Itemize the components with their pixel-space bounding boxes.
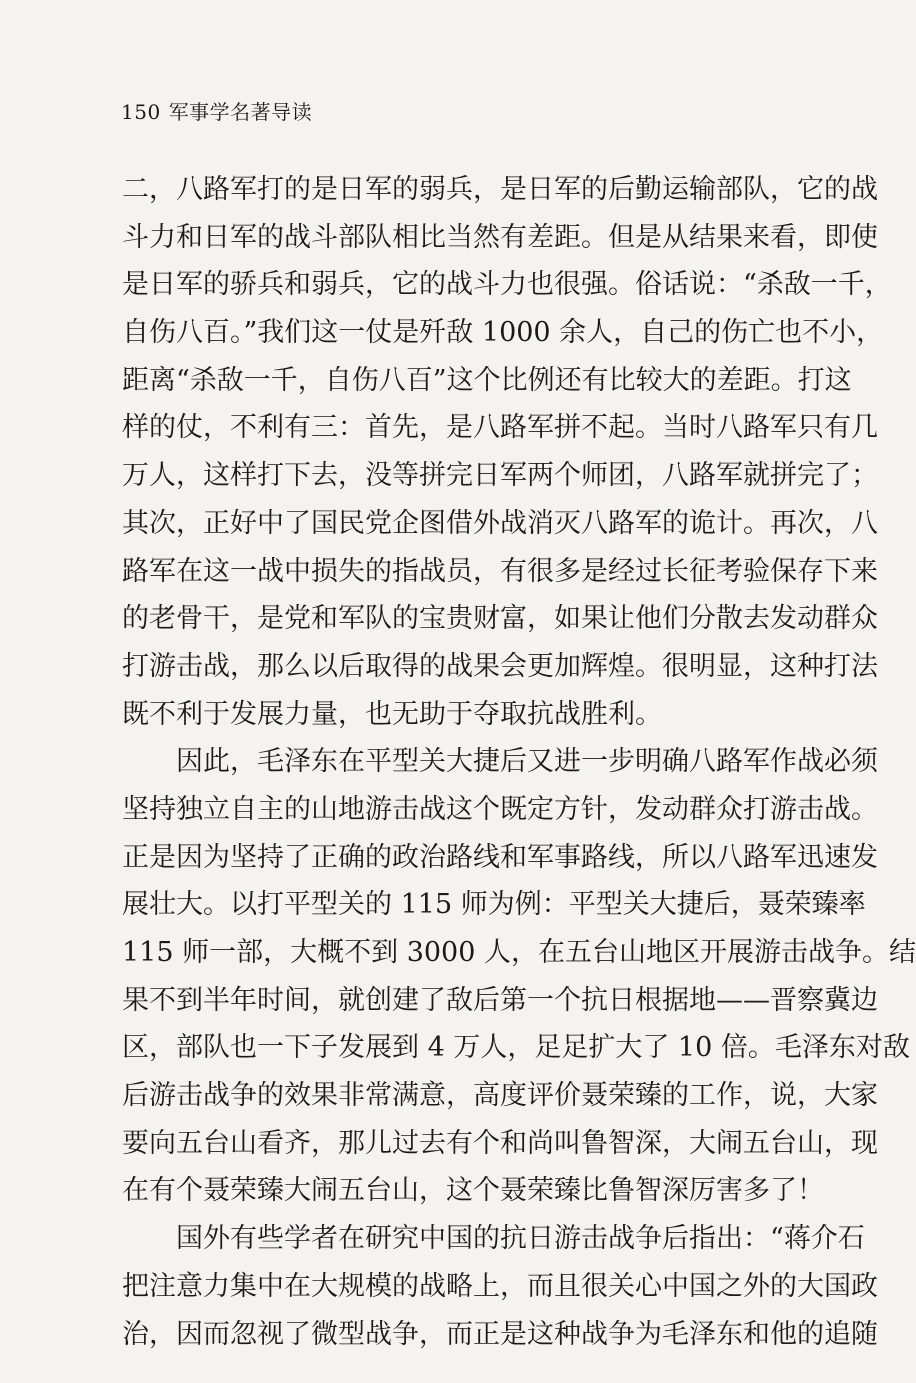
text-line: 展壮大。以打平型关的 115 师为例：平型关大捷后，聂荣臻率 bbox=[122, 889, 866, 921]
text-line: 的老骨干，是党和军队的宝贵财富，如果让他们分散去发动群众 bbox=[122, 603, 878, 635]
text-line: 既不利于发展力量，也无助于夺取抗战胜利。 bbox=[122, 698, 662, 730]
text-line: 国外有些学者在研究中国的抗日游击战争后指出：“蒋介石 bbox=[176, 1223, 865, 1255]
text-line: 自伤八百。”我们这一仗是歼敌 1000 余人，自己的伤亡也不小， bbox=[122, 317, 884, 349]
text-line: 后游击战争的效果非常满意，高度评价聂荣臻的工作，说，大家 bbox=[122, 1080, 878, 1112]
text-line: 是日军的骄兵和弱兵，它的战斗力也很强。俗话说：“杀敌一千， bbox=[122, 269, 892, 301]
text-line: 果不到半年时间，就创建了敌后第一个抗日根据地——晋察冀边 bbox=[122, 984, 878, 1016]
text-line: 因此，毛泽东在平型关大捷后又进一步明确八路军作战必须 bbox=[176, 746, 878, 778]
text-line: 万人，这样打下去，没等拼完日军两个师团，八路军就拼完了； bbox=[122, 460, 878, 492]
text-line: 在有个聂荣臻大闹五台山，这个聂荣臻比鲁智深厉害多了！ bbox=[122, 1175, 824, 1207]
text-line: 正是因为坚持了正确的政治路线和军事路线，所以八路军迅速发 bbox=[122, 841, 878, 873]
text-line: 斗力和日军的战斗部队相比当然有差距。但是从结果来看，即使 bbox=[122, 221, 878, 253]
text-line: 治，因而忽视了微型战争，而正是这种战争为毛泽东和他的追随 bbox=[122, 1318, 878, 1350]
page-number: 150 bbox=[121, 100, 161, 124]
text-line: 距离“杀敌一千，自伤八百”这个比例还有比较大的差距。打这 bbox=[122, 364, 852, 396]
text-line: 样的仗，不利有三：首先，是八路军拼不起。当时八路军只有几 bbox=[122, 412, 878, 444]
book-title: 军事学名著导读 bbox=[168, 100, 313, 124]
text-line: 区，部队也一下子发展到 4 万人，足足扩大了 10 倍。毛泽东对敌 bbox=[122, 1032, 910, 1064]
text-line: 要向五台山看齐，那儿过去有个和尚叫鲁智深，大闹五台山，现 bbox=[122, 1127, 878, 1159]
body-text bbox=[122, 166, 916, 1358]
text-line: 坚持独立自主的山地游击战这个既定方针，发动群众打游击战。 bbox=[122, 793, 878, 825]
text-line: 把注意力集中在大规模的战略上，而且很关心中国之外的大国政 bbox=[122, 1270, 878, 1302]
text-line: 打游击战，那么以后取得的战果会更加辉煌。很明显，这种打法 bbox=[122, 650, 878, 682]
text-line: 其次，正好中了国民党企图借外战消灭八路军的诡计。再次，八 bbox=[122, 507, 878, 539]
running-header bbox=[121, 98, 312, 126]
text-line: 二，八路军打的是日军的弱兵，是日军的后勤运输部队，它的战 bbox=[122, 174, 878, 205]
text-line: 路军在这一战中损失的指战员，有很多是经过长征考验保存下来 bbox=[122, 555, 878, 587]
text-line: 115 师一部，大概不到 3000 人，在五台山地区开展游击战争。结 bbox=[122, 937, 916, 968]
